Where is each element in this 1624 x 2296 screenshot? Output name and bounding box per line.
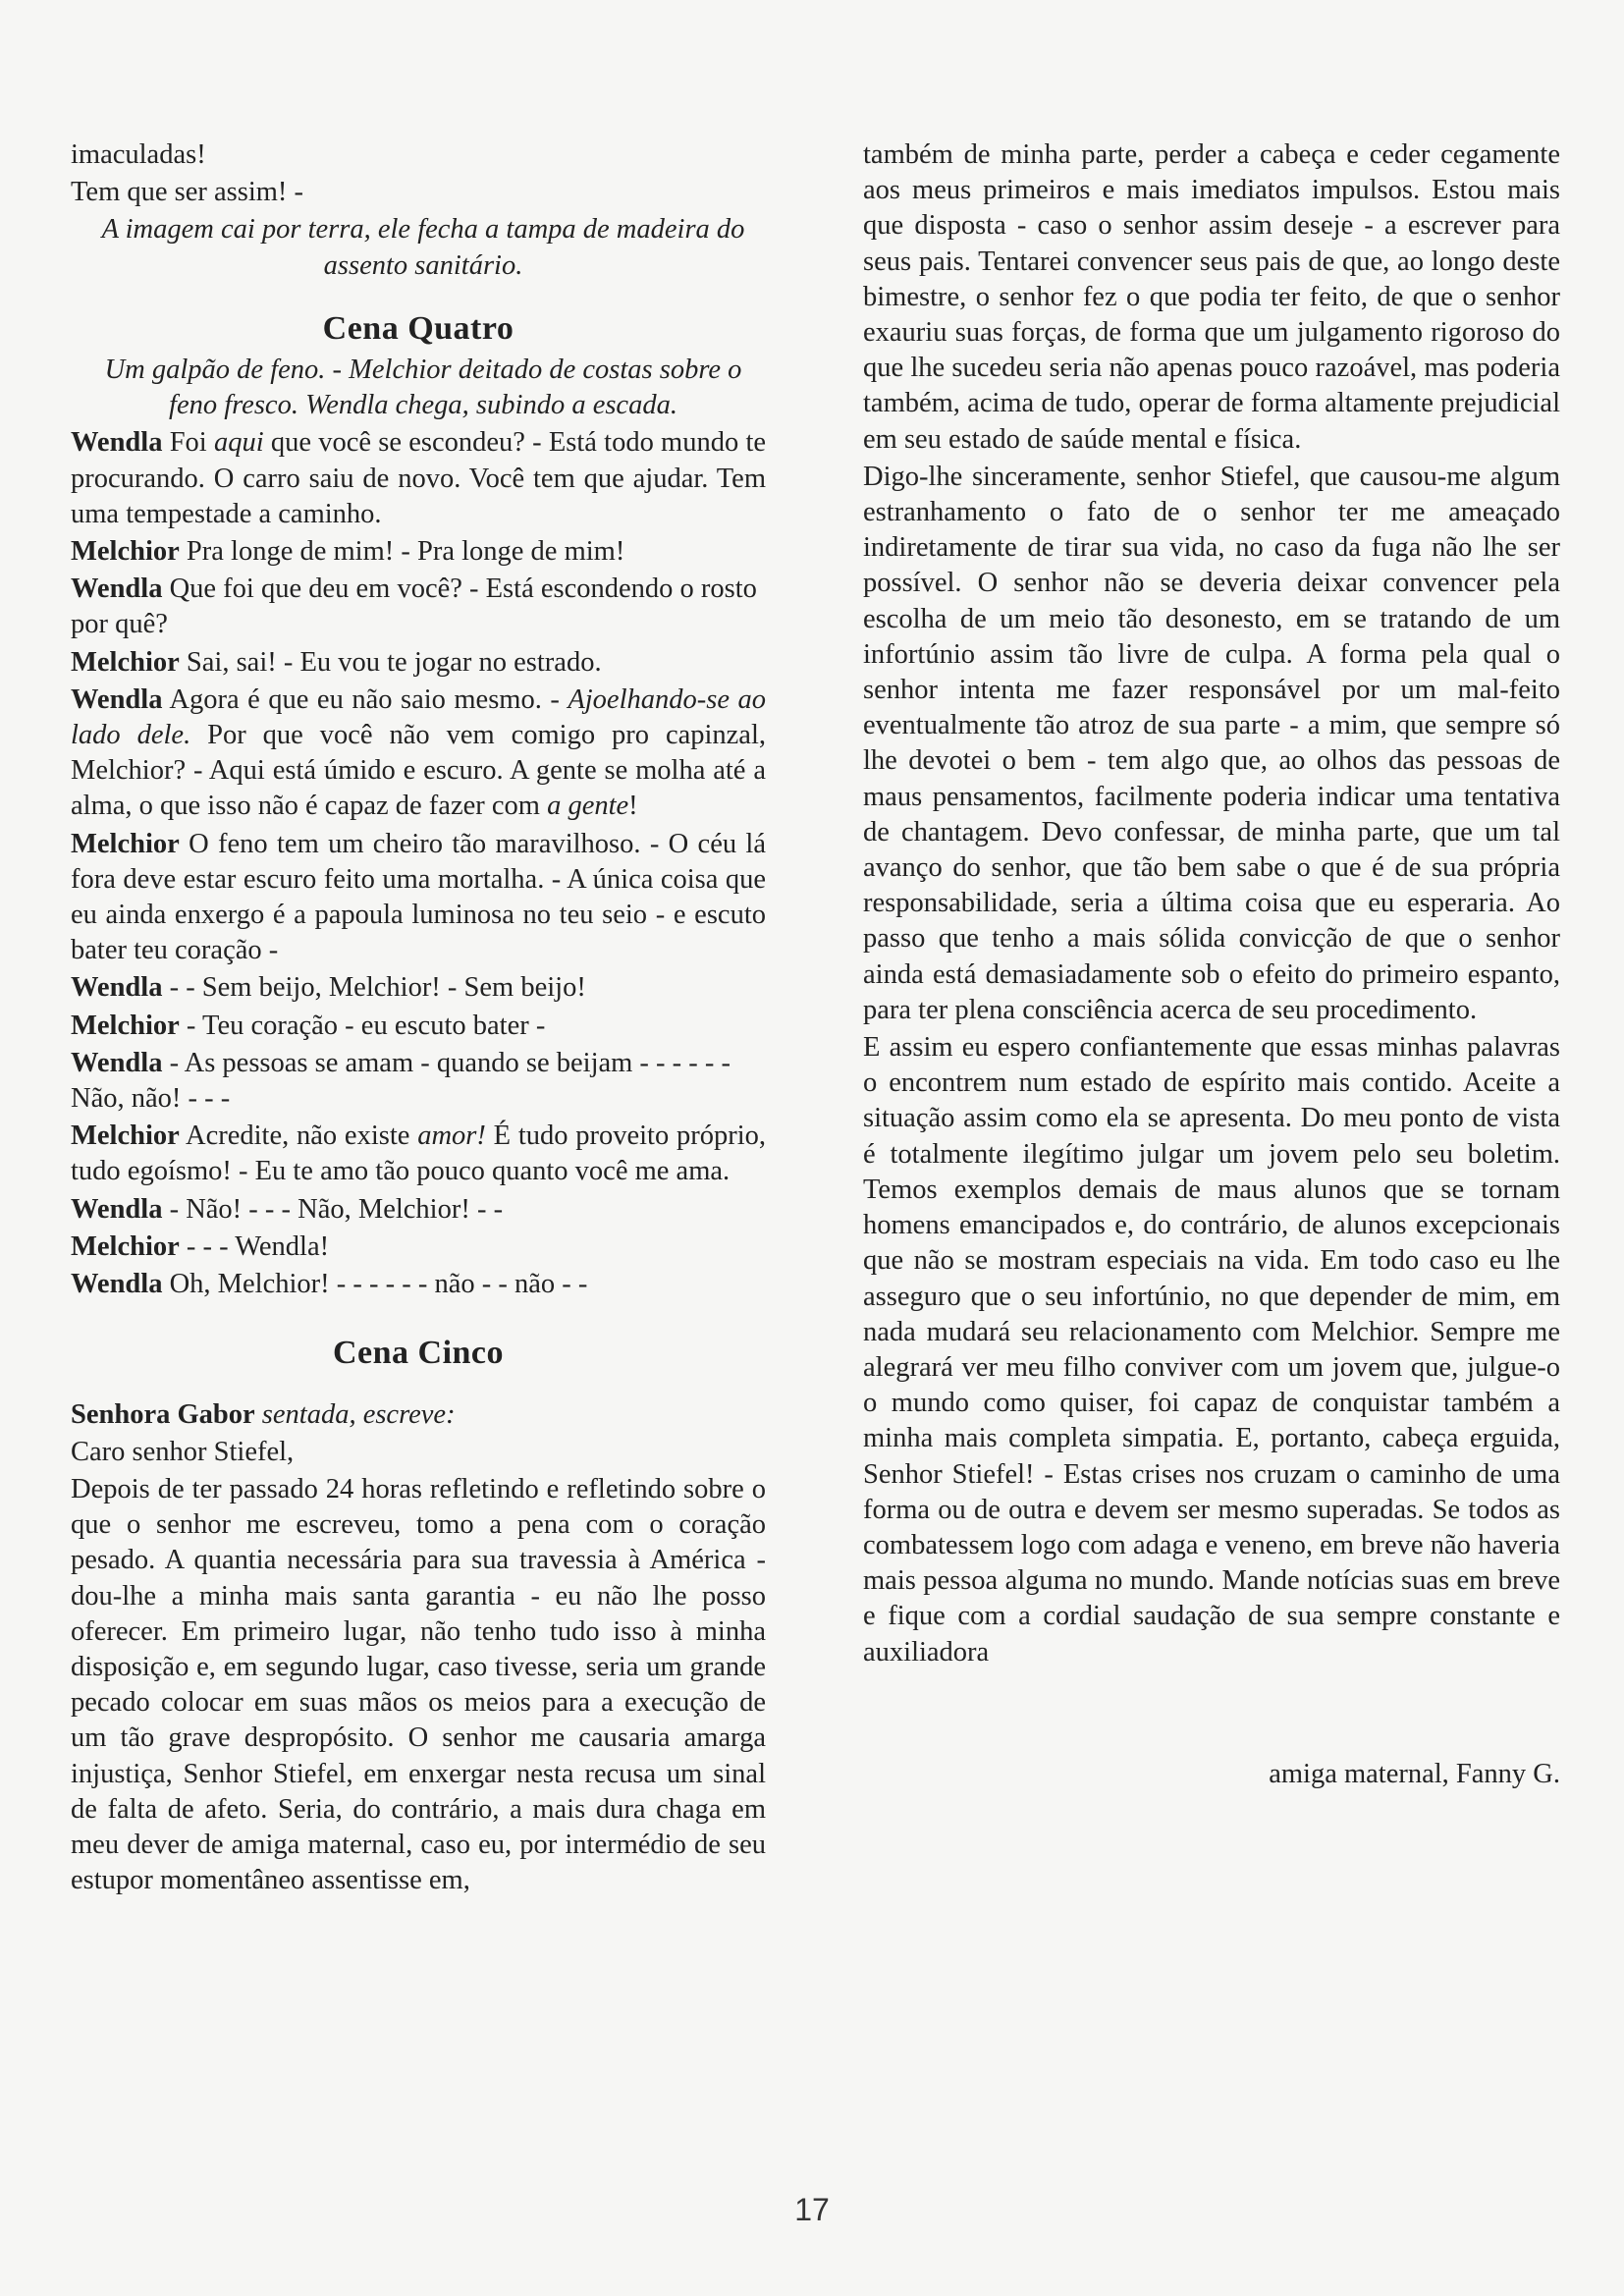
speaker-name: Melchior	[71, 1230, 180, 1262]
letter-paragraph: Digo-lhe sinceramente, senhor Stiefel, que causou-me algum estranhamento o fato de o senhor ter me ameaçado indiretamente de tirar sua vida, no caso da fuga não lhe ser possível. O senhor não se deveria deixar convencer pela escolha de um meio tão desonesto, em se tratando de um infortúnio assim tão livre de culpa. A forma pela qual o senhor intenta me fazer responsável por um mal-feito eventualmente tão atroz de sua parte - a mim, que sempre só lhe devotei o bem - tem algo que, ao olhos das pessoas de maus pensamentos, facilmente poderia indicar uma tentativa de chantagem. Devo confessar, de minha parte, que um tal avanço do senhor, que tão bem sabe o que é de sua própria responsabilidade, seria a última coisa que eu esperaria. Ao passo que tenho a mais sólida convicção de que o senhor ainda está demasiadamente sob o efeito do primeiro espanto, para ter plena consciência acerca de seu procedimento.	[863, 461, 1560, 1025]
dialogue-line: Wendla Foi aqui que você se escondeu? - Está todo mundo te procurando. O carro saiu de novo. Você tem que ajudar. Tem uma tempestade a caminho.	[71, 427, 767, 529]
speaker-name: Melchior	[71, 828, 180, 859]
speaker-name: Wendla	[71, 427, 163, 459]
dialogue-line: Melchior Sai, sai! - Eu vou te jogar no estrado.	[71, 646, 602, 678]
dialogue-line: Wendla - Não! - - - Não, Melchior! - -	[71, 1193, 504, 1225]
speaker-name: Wendla	[71, 574, 163, 605]
speaker-name: Melchior	[71, 1010, 180, 1041]
letter-paragraph: E assim eu espero confiantemente que essas minhas palavras o encontrem num estado de espírito mais contido. Aceite a situação assim como ela se apresenta. Do meu ponto de vista é totalmente ilegítimo julgar um jovem pelo seu boletim. Temos exemplos demais de maus alunos que se tornam homens emancipados e, do contrário, de alunos excepcionais que não se mostram especiais na vida. Em todo caso eu lhe asseguro que o seu infortúnio, no que depender de mim, em nada mudará seu relacionamento com Melchior. Sempre me alegrará ver meu filho conviver com um jovem que, julgue-o o mundo como quiser, foi capaz de conquistar também a minha mais completa simpatia. E, portanto, cabeça erguida, Senhor Stiefel! - Estas crises nos cruzam o caminho de uma forma ou de outra e devem ser mesmo superadas. Se todos as combatessem logo com adaga e veneno, em breve não haveria mais pessoa alguma no mundo. Mande notícias suas em breve e fique com a cordial saudação de sua sempre constante e auxiliadora	[863, 1032, 1560, 1667]
left-column	[71, 137, 766, 1900]
stage-direction: A imagem cai por terra, ele fecha a tampa de madeira do assento sanitário.	[101, 214, 745, 281]
speaker-name: Wendla	[71, 1193, 163, 1225]
letter-paragraph: também de minha parte, perder a cabeça e ceder cegamente aos meus primeiros e mais imediatos impulsos. Estou mais que disposta - caso o senhor assim deseje - a escrever para seus pais. Tentarei convencer seus pais de que, ao longo deste bimestre, o senhor fez o que podia ter feito, de que o senhor exauriu suas forças, de forma que um julgamento rigoroso do que lhe sucedeu seria não apenas pouco razoável, mas poderia também, acima de tudo, operar de forma altamente prejudicial em seu estado de saúde mental e física.	[863, 139, 1560, 455]
dialogue-line: Melchior - - - Wendla!	[71, 1230, 330, 1262]
dialogue-line: Melchior Pra longe de mim! - Pra longe de mim!	[71, 536, 625, 568]
dialogue-line: Wendla - - Sem beijo, Melchior! - Sem beijo!	[71, 972, 586, 1004]
dialogue-line: Melchior O feno tem um cheiro tão maravilhoso. - O céu lá fora deve estar escuro feito uma mortalha. - A única coisa que eu ainda enxergo é a papoula luminosa no teu seio - e escuto bater teu coração -	[71, 828, 766, 966]
dialogue-line: Wendla - As pessoas se amam - quando se beijam - - - - - - Não, não! - - -	[71, 1047, 731, 1115]
scene-title: Cena Quatro	[322, 309, 514, 347]
letter-salutation: Caro senhor Stiefel,	[71, 1436, 295, 1467]
speaker-name: Wendla	[71, 1269, 163, 1300]
speaker-name: Melchior	[71, 646, 180, 678]
letter-signature: amiga maternal, Fanny G.	[1269, 1758, 1560, 1789]
right-column	[863, 137, 1560, 1794]
paragraph: Tem que ser assim! -	[71, 177, 304, 208]
scene-title: Cena Cinco	[332, 1335, 505, 1372]
dialogue-line: Wendla Que foi que deu em você? - Está escondendo o rosto por quê?	[71, 574, 757, 640]
speaker-name: Melchior	[71, 1121, 180, 1152]
speaker-name: Senhora Gabor	[71, 1398, 255, 1430]
letter-paragraph: Depois de ter passado 24 horas refletindo e refletindo sobre o que o senhor me escreveu, tomo a pena com o coração pesado. A quantia necessária para sua travessia à América - dou-lhe a minha mais santa garantia - eu não lhe posso oferecer. Em primeiro lugar, não tenho tudo isso à minha disposição e, em segundo lugar, caso tivesse, seria um grande pecado colocar em suas mãos os meios para a execução de um tão grave despropósito. O senhor me causaria amarga injustiça, Senhor Stiefel, em enxergar nesta recusa um sinal de falta de afeto. Seria, do contrário, a mais dura chaga em meu dever de amiga maternal, caso eu, por intermédio de seu estupor momentâneo assentisse em,	[71, 1473, 766, 1896]
page-number: 17	[794, 2192, 830, 2227]
dialogue-line: Wendla Oh, Melchior! - - - - - - não - - não - -	[71, 1269, 588, 1300]
dialogue-line: Melchior Acredite, não existe amor! É tudo proveito próprio, tudo egoísmo! - Eu te amo tão pouco quanto você me ama.	[71, 1121, 767, 1187]
speaker-name: Wendla	[71, 1047, 163, 1078]
speaker-name: Melchior	[71, 536, 180, 568]
speaker-name: Wendla	[71, 683, 163, 715]
paragraph: imaculadas!	[71, 139, 206, 170]
stage-direction: Um galpão de feno. - Melchior deitado de costas sobre o feno fresco. Wendla chega, subindo a escada.	[104, 355, 742, 421]
speaker-name: Wendla	[71, 972, 163, 1004]
letter-heading: Senhora Gabor sentada, escreve:	[71, 1398, 456, 1430]
dialogue-line: Melchior - Teu coração - eu escuto bater -	[71, 1010, 546, 1041]
dialogue-line: Wendla Agora é que eu não saio mesmo. - Ajoelhando-se ao lado dele. Por que você não vem comigo pro capinzal, Melchior? - Aqui está úmido e escuro. A gente se molha até a alma, o que isso não é capaz de fazer com a gente!	[71, 683, 766, 822]
